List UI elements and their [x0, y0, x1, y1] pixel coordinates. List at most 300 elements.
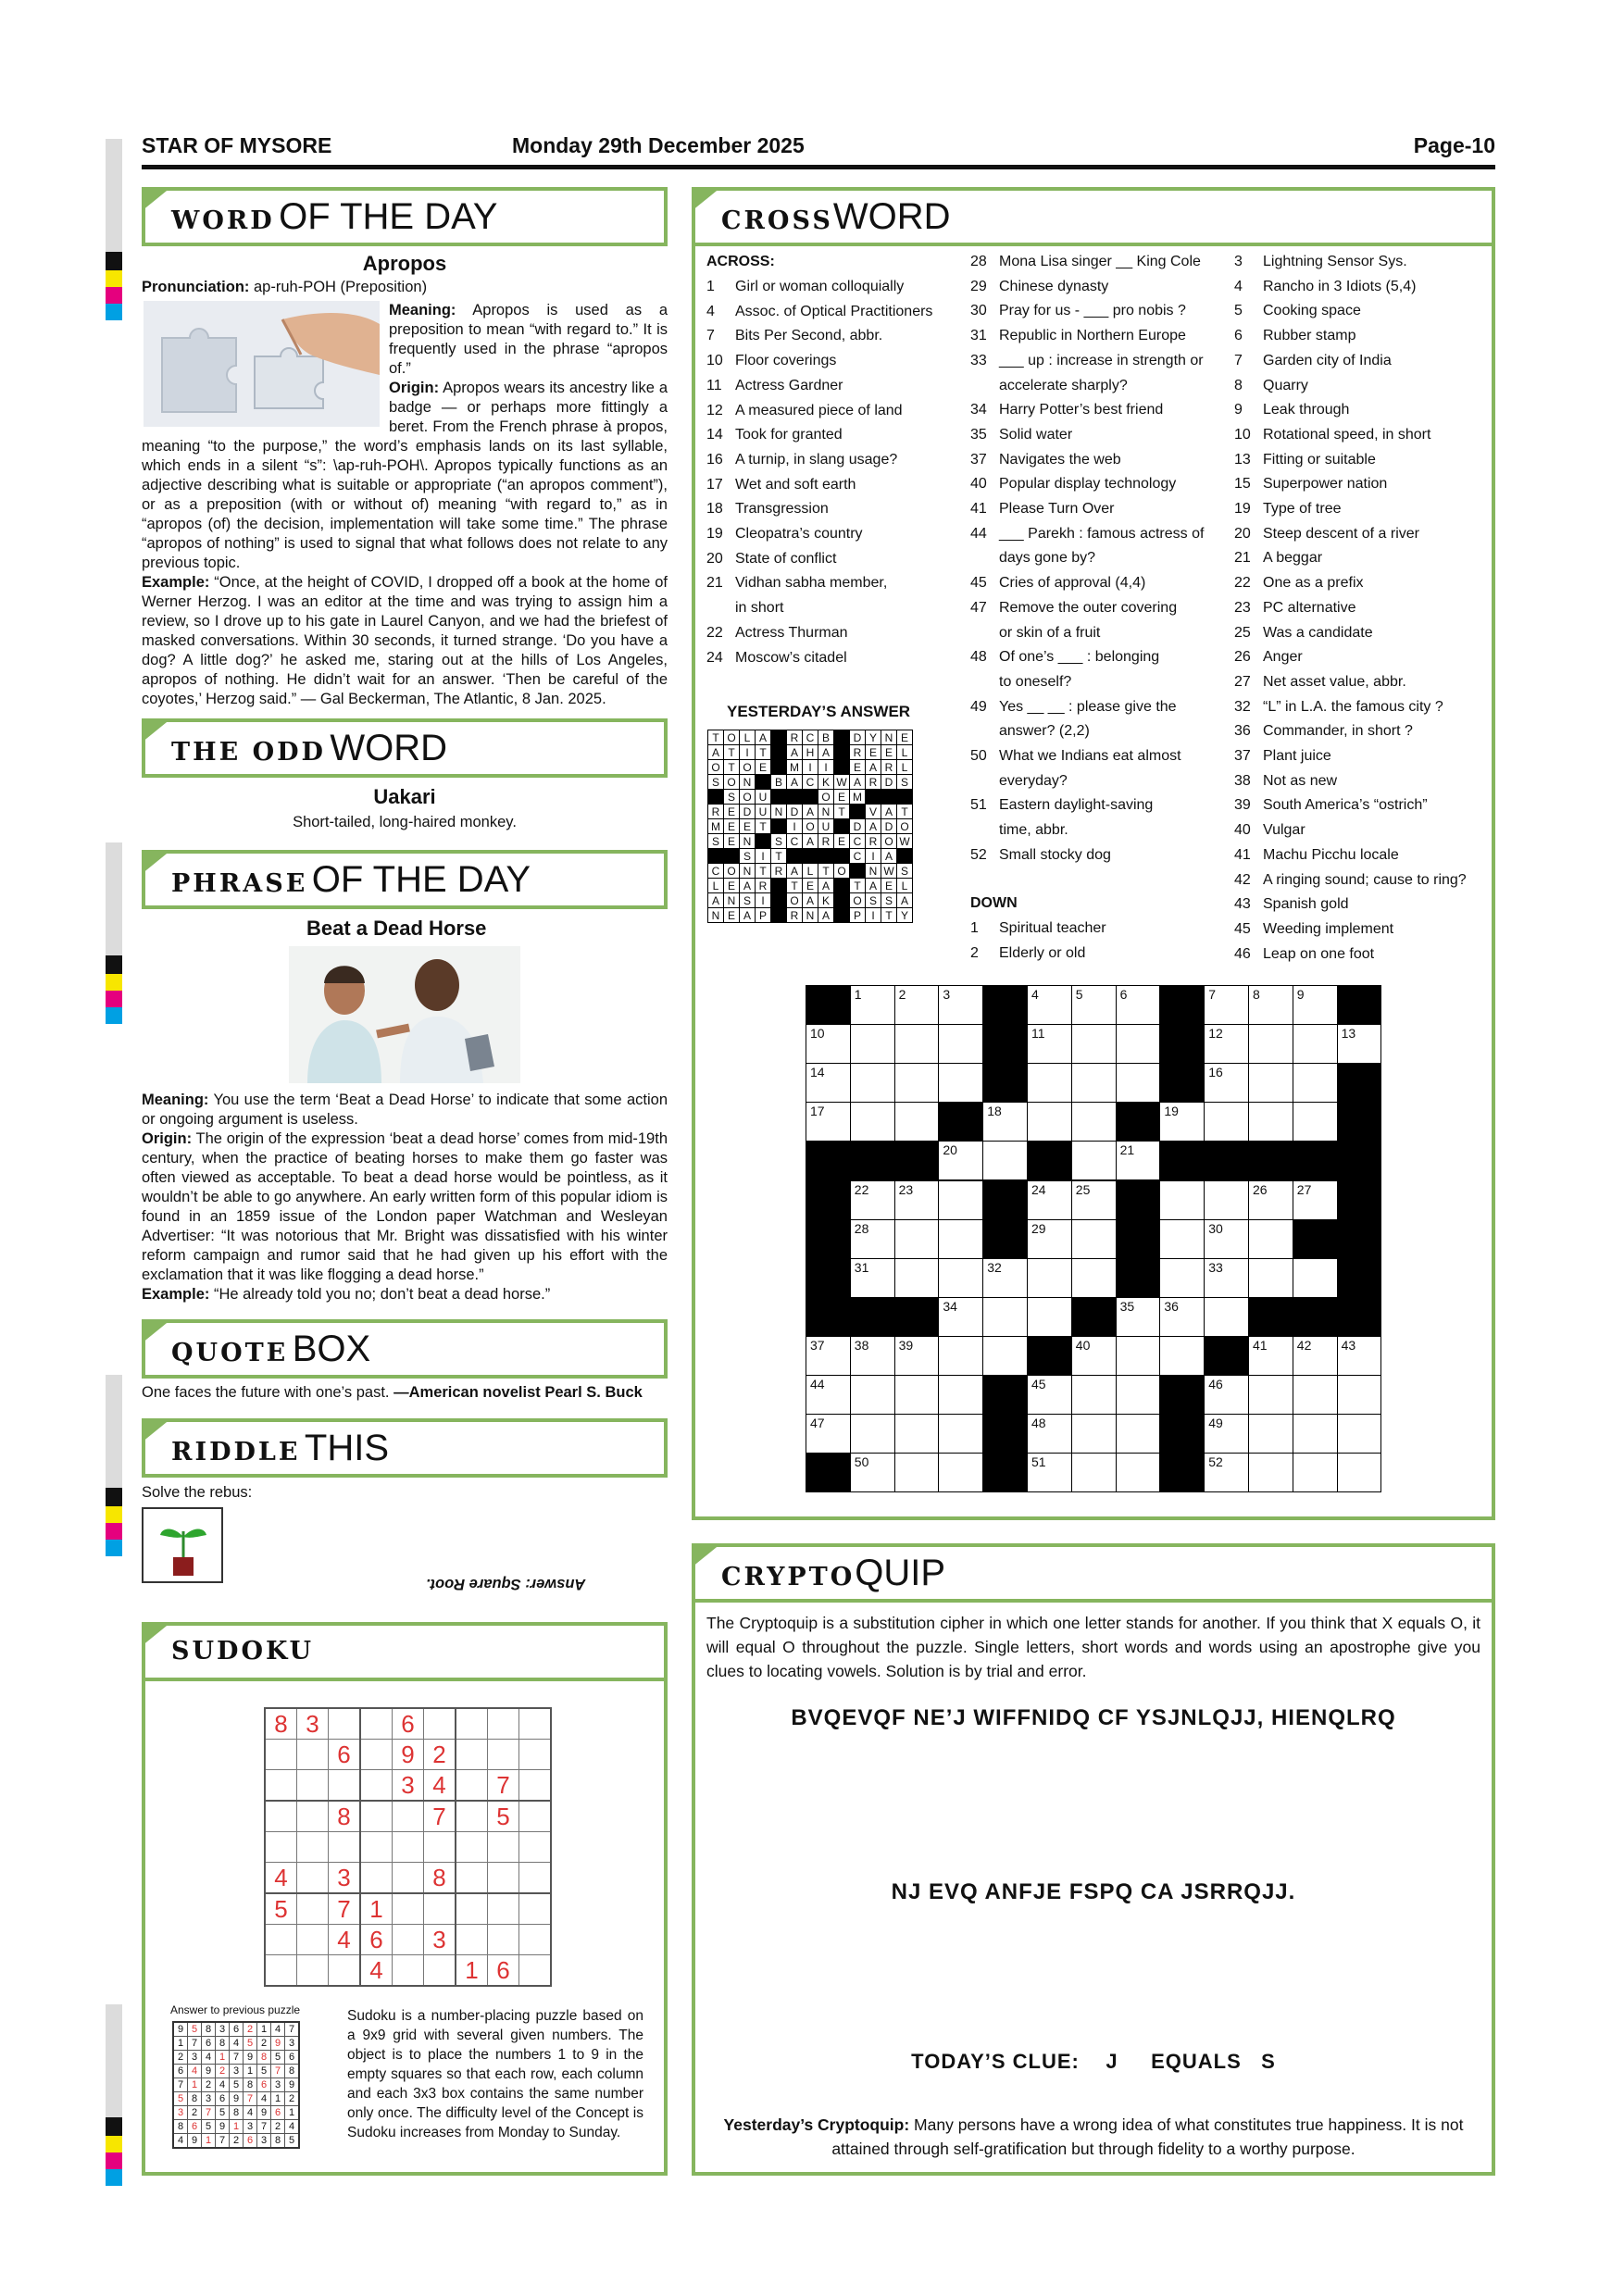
clue-item	[970, 744, 1220, 769]
corner-triangle	[142, 1622, 171, 1646]
crossword-cell[interactable]	[982, 1336, 1028, 1376]
color-swatch	[106, 1523, 122, 1540]
sudoku-header: SUDOKU	[142, 1622, 668, 1681]
yesterday-cryptoquip: Yesterday’s Cryptoquip: Many persons have a wrong idea of what constitutes true happiness. It is not attained through self-gratification but through fidelity to a worthy purpose.	[723, 2115, 1464, 2158]
sudoku-cell[interactable]	[297, 1893, 329, 1925]
color-swatch	[106, 2136, 122, 2152]
crossword-cell[interactable]	[1071, 1024, 1117, 1064]
clue-number: 40	[1234, 822, 1251, 839]
sudoku-cell[interactable]	[519, 1925, 552, 1955]
crossword-cell[interactable]	[982, 1297, 1028, 1337]
riddle-prompt: Solve the rebus:	[142, 1484, 253, 1501]
crossword-cell[interactable]	[938, 1180, 983, 1220]
clue-number: 49	[970, 698, 987, 715]
sudoku-cell[interactable]	[424, 1832, 456, 1863]
crossword-cell[interactable]	[1159, 1180, 1205, 1220]
sudoku-cell[interactable]	[519, 1863, 552, 1894]
sudoku-cell[interactable]	[456, 1893, 488, 1925]
answer-cell: I	[740, 745, 756, 760]
sudoku-cell[interactable]	[265, 1801, 297, 1832]
crossword-cell[interactable]	[1293, 1063, 1338, 1103]
sudoku-cell[interactable]	[360, 1863, 393, 1894]
crossword-cell[interactable]	[1116, 1063, 1161, 1103]
clue-item	[1234, 793, 1493, 818]
sudoku-cell[interactable]	[519, 1955, 552, 1987]
answer-cell: C	[803, 730, 818, 745]
cryptoquip-header: CRYPTOQUIP	[692, 1543, 1495, 1603]
sudoku-cell[interactable]	[424, 1708, 456, 1740]
crossword-cell[interactable]	[850, 1414, 895, 1454]
sudoku-cell[interactable]	[456, 1708, 488, 1740]
crossword-grid[interactable]	[806, 985, 1381, 1492]
clue-text: Chinese dynasty	[999, 278, 1109, 294]
crossword-cell[interactable]	[806, 1375, 851, 1415]
crossword-cell[interactable]	[1027, 1258, 1072, 1298]
crossword-cell[interactable]	[1027, 1063, 1072, 1103]
crossword-cell[interactable]	[1293, 1102, 1338, 1142]
clue-number: 34	[970, 402, 987, 418]
answer-cell	[834, 730, 850, 745]
crossword-cell[interactable]	[1027, 1219, 1072, 1259]
crossword-cell[interactable]	[806, 1024, 851, 1064]
sudoku-cell[interactable]	[360, 1801, 393, 1832]
crossword-cell[interactable]	[1248, 985, 1293, 1025]
crossword-block	[982, 1063, 1028, 1103]
crossword-cell[interactable]	[938, 1024, 983, 1064]
answer-cell: T	[771, 849, 787, 864]
sudoku-cell: 7	[488, 1770, 519, 1802]
sudoku-cell[interactable]	[424, 1955, 456, 1987]
sudoku-cell[interactable]	[488, 1708, 519, 1740]
crossword-cell[interactable]	[938, 1336, 983, 1376]
sudoku-cell[interactable]	[456, 1801, 488, 1832]
crossword-cell[interactable]	[1204, 985, 1249, 1025]
sudoku-cell[interactable]	[519, 1832, 552, 1863]
crossword-cell[interactable]	[1293, 1258, 1338, 1298]
crossword-cell[interactable]	[894, 1219, 940, 1259]
sudoku-cell: 4	[265, 1863, 297, 1894]
answer-cell: D	[850, 730, 866, 745]
crossword-cell[interactable]	[938, 1219, 983, 1259]
answer-cell: B	[771, 775, 787, 790]
crossword-cell[interactable]	[1204, 1024, 1249, 1064]
prev-sudoku-cell: 1	[257, 2022, 271, 2037]
crossword-cell[interactable]	[982, 1141, 1028, 1180]
crossword-cell[interactable]	[894, 1375, 940, 1415]
clue-number	[970, 818, 999, 843]
sudoku-cell[interactable]	[456, 1863, 488, 1894]
crossword-cell[interactable]	[1027, 1453, 1072, 1492]
answer-cell	[834, 760, 850, 775]
crossword-cell[interactable]	[1248, 1453, 1293, 1492]
prev-sudoku-cell: 8	[257, 2051, 271, 2065]
crossword-cell[interactable]	[1293, 1375, 1338, 1415]
crossword-cell[interactable]	[1159, 1102, 1205, 1142]
crossword-cell[interactable]	[1071, 1258, 1117, 1298]
sudoku-cell[interactable]	[297, 1770, 329, 1802]
crossword-cell[interactable]	[894, 1063, 940, 1103]
sudoku-cell[interactable]	[297, 1863, 329, 1894]
cell-number: 24	[1031, 1181, 1046, 1197]
clue-text: to oneself?	[999, 673, 1072, 690]
sudoku-cell: 1	[456, 1955, 488, 1987]
crossword-cell[interactable]	[1027, 1297, 1072, 1337]
sudoku-cell[interactable]	[297, 1832, 329, 1863]
sudoku-cell: 3	[424, 1925, 456, 1955]
crossword-cell[interactable]	[1204, 1414, 1249, 1454]
clue-text: Eastern daylight-saving	[999, 797, 1154, 814]
answer-cell: E	[740, 819, 756, 834]
clue-number: 12	[706, 402, 723, 418]
crossword-cell[interactable]	[850, 1180, 895, 1220]
crossword-cell[interactable]	[894, 1258, 940, 1298]
clue-text: Spanish gold	[1263, 896, 1349, 913]
cell-number: 40	[1075, 1337, 1091, 1353]
answer-cell: A	[850, 775, 866, 790]
sudoku-cell[interactable]	[329, 1832, 361, 1863]
cell-number: 25	[1075, 1181, 1091, 1197]
crossword-cell[interactable]	[894, 1336, 940, 1376]
crossword-cell[interactable]	[1337, 1453, 1382, 1492]
crossword-cell[interactable]	[1248, 1336, 1293, 1376]
clue-item	[706, 571, 966, 596]
answer-cell: E	[724, 834, 740, 849]
cell-number: 1	[854, 987, 862, 1002]
sudoku-cell[interactable]	[456, 1832, 488, 1863]
sudoku-cell[interactable]	[393, 1955, 424, 1987]
prev-sudoku-cell: 8	[173, 2120, 188, 2134]
crossword-cell[interactable]	[850, 1102, 895, 1142]
crossword-cell[interactable]	[1337, 1375, 1382, 1415]
word-pronunciation: Pronunciation: ap-ruh-POH (Preposition)	[142, 279, 428, 295]
clue-text: Lightning Sensor Sys.	[1263, 254, 1407, 269]
crossword-cell[interactable]	[1204, 1219, 1249, 1259]
crossword-cell[interactable]	[1204, 1258, 1249, 1298]
sudoku-grid[interactable]	[264, 1707, 552, 1987]
crossword-cell[interactable]	[1116, 1141, 1161, 1180]
crossword-cell[interactable]	[1071, 985, 1117, 1025]
answer-cell: D	[881, 819, 897, 834]
sudoku-cell[interactable]	[297, 1925, 329, 1955]
sudoku-cell[interactable]	[456, 1770, 488, 1802]
crossword-cell[interactable]	[894, 985, 940, 1025]
clue-item	[1234, 670, 1493, 695]
crossword-cell[interactable]	[1071, 1414, 1117, 1454]
crossword-cell[interactable]	[1071, 1063, 1117, 1103]
answer-cell: A	[740, 879, 756, 893]
sudoku-cell[interactable]	[393, 1801, 424, 1832]
crossword-cell[interactable]	[1293, 985, 1338, 1025]
prev-sudoku-cell: 4	[285, 2120, 300, 2134]
clue-item	[970, 719, 1220, 744]
crossword-cell[interactable]	[1337, 1024, 1382, 1064]
crossword-cell[interactable]	[1027, 1375, 1072, 1415]
prev-sudoku-cell: 6	[188, 2120, 202, 2134]
sudoku-cell[interactable]	[519, 1770, 552, 1802]
sudoku-cell[interactable]	[519, 1708, 552, 1740]
answer-cell: S	[740, 849, 756, 864]
crossword-cell[interactable]	[1116, 985, 1161, 1025]
crossword-cell[interactable]	[1248, 1414, 1293, 1454]
clue-item	[706, 596, 966, 621]
color-swatch	[106, 287, 122, 304]
sudoku-cell[interactable]	[456, 1740, 488, 1770]
crossword-cell[interactable]	[938, 1297, 983, 1337]
sudoku-cell[interactable]	[265, 1832, 297, 1863]
sudoku-cell[interactable]	[519, 1893, 552, 1925]
crossword-cell[interactable]	[1293, 1336, 1338, 1376]
clue-text: Moscow’s citadel	[735, 649, 847, 666]
sudoku-cell[interactable]	[360, 1708, 393, 1740]
cell-number: 41	[1253, 1337, 1268, 1353]
sudoku-cell[interactable]	[488, 1832, 519, 1863]
sudoku-cell[interactable]	[488, 1893, 519, 1925]
sudoku-cell[interactable]	[360, 1832, 393, 1863]
sudoku-cell[interactable]	[329, 1770, 361, 1802]
crossword-cell[interactable]	[1027, 1180, 1072, 1220]
crossword-cell[interactable]	[806, 1414, 851, 1454]
crossword-cell[interactable]	[1293, 1024, 1338, 1064]
prev-sudoku-cell: 2	[202, 2078, 216, 2092]
clue-item	[1234, 522, 1493, 547]
clue-item	[970, 571, 1220, 596]
crossword-cell[interactable]	[1116, 1336, 1161, 1376]
clue-number	[706, 596, 735, 621]
answer-cell: O	[740, 760, 756, 775]
cryptoquip-clue: TODAY’S CLUE: J EQUALS S	[911, 2050, 1276, 2073]
crossword-cell[interactable]	[1293, 1414, 1338, 1454]
crossword-cell[interactable]	[1293, 1453, 1338, 1492]
crossword-cell[interactable]	[1116, 1024, 1161, 1064]
sudoku-cell[interactable]	[488, 1863, 519, 1894]
crossword-cell[interactable]	[1293, 1180, 1338, 1220]
crossword-block	[1204, 1141, 1249, 1180]
clue-number: 7	[706, 328, 715, 344]
sudoku-cell[interactable]	[265, 1955, 297, 1987]
crossword-cell[interactable]	[1116, 1375, 1161, 1415]
clue-number: 20	[1234, 525, 1251, 542]
crossword-cell[interactable]	[1337, 1414, 1382, 1454]
crossword-cell[interactable]	[1116, 1453, 1161, 1492]
crossword-cell[interactable]	[1204, 1297, 1249, 1337]
answer-cell: U	[818, 819, 834, 834]
prev-sudoku-cell: 1	[202, 2134, 216, 2149]
sudoku-cell[interactable]	[393, 1863, 424, 1894]
crossword-cell[interactable]	[1071, 1453, 1117, 1492]
crossword-cell[interactable]	[1071, 1336, 1117, 1376]
sudoku-cell[interactable]	[297, 1955, 329, 1987]
crossword-cell[interactable]	[1071, 1375, 1117, 1415]
clue-text: Rancho in 3 Idiots (5,4)	[1263, 278, 1417, 294]
answer-cell: A	[803, 805, 818, 819]
cell-number: 2	[898, 987, 906, 1002]
crossword-cell[interactable]	[1071, 1180, 1117, 1220]
crossword-cell[interactable]	[1204, 1453, 1249, 1492]
prev-sudoku-cell: 9	[202, 2065, 216, 2078]
clue-text: South America’s “ostrich”	[1263, 797, 1428, 814]
answer-cell: A	[756, 730, 771, 745]
crossword-cell[interactable]	[894, 1180, 940, 1220]
prev-sudoku-cell: 8	[271, 2134, 285, 2149]
crossword-cell[interactable]	[938, 1258, 983, 1298]
prev-sudoku-cell: 1	[285, 2106, 300, 2120]
crossword-cell[interactable]	[1116, 1297, 1161, 1337]
clue-number: 6	[1234, 328, 1243, 344]
sudoku-cell[interactable]	[265, 1925, 297, 1955]
clue-number: 8	[1234, 377, 1243, 393]
crossword-cell[interactable]	[1248, 1024, 1293, 1064]
sudoku-cell: 4	[329, 1925, 361, 1955]
clue-text: Cries of approval (4,4)	[999, 575, 1146, 592]
crossword-block	[982, 985, 1028, 1025]
sudoku-cell[interactable]	[297, 1740, 329, 1770]
sudoku-cell[interactable]	[488, 1925, 519, 1955]
answer-cell: R	[866, 834, 881, 849]
crossword-cell[interactable]	[1204, 1063, 1249, 1103]
clue-number: 50	[970, 748, 987, 765]
sudoku-cell[interactable]	[265, 1740, 297, 1770]
crossword-cell[interactable]	[1071, 1219, 1117, 1259]
crossword-cell[interactable]	[850, 1258, 895, 1298]
clue-number: 15	[1234, 476, 1251, 493]
answer-cell	[834, 879, 850, 893]
answer-cell	[881, 790, 897, 805]
crossword-cell[interactable]	[850, 1063, 895, 1103]
crossword-cell[interactable]	[1071, 1102, 1117, 1142]
crossword-cell[interactable]	[938, 1375, 983, 1415]
sudoku-cell[interactable]	[329, 1708, 361, 1740]
crossword-cell[interactable]	[1159, 1258, 1205, 1298]
cell-number: 21	[1119, 1142, 1135, 1158]
crossword-cell[interactable]	[806, 1063, 851, 1103]
crossword-cell[interactable]	[850, 1219, 895, 1259]
answer-cell	[756, 834, 771, 849]
prev-sudoku-cell: 6	[271, 2106, 285, 2120]
crossword-cell[interactable]	[1027, 1102, 1072, 1142]
clue-number: 7	[1234, 352, 1243, 368]
crossword-cell[interactable]	[850, 1024, 895, 1064]
crossword-cell[interactable]	[1248, 1063, 1293, 1103]
sudoku-cell[interactable]	[297, 1801, 329, 1832]
clue-item	[706, 473, 966, 498]
cell-number: 13	[1341, 1026, 1356, 1042]
crossword-cell[interactable]	[806, 1336, 851, 1376]
crossword-cell[interactable]	[894, 1414, 940, 1454]
crossword-cell[interactable]	[1027, 1414, 1072, 1454]
sudoku-cell[interactable]	[265, 1770, 297, 1802]
clue-item	[970, 423, 1220, 448]
page-number: Page-10	[1413, 133, 1495, 157]
clue-text: One as a prefix	[1263, 575, 1364, 592]
sudoku-cell[interactable]	[393, 1925, 424, 1955]
crossword-cell[interactable]	[938, 985, 983, 1025]
sudoku-cell[interactable]	[393, 1893, 424, 1925]
crossword-cell[interactable]	[938, 1453, 983, 1492]
answer-cell	[771, 730, 787, 745]
crossword-cell[interactable]	[1159, 1336, 1205, 1376]
prev-sudoku-cell: 6	[257, 2078, 271, 2092]
crossword-cell[interactable]	[894, 1024, 940, 1064]
crossword-cell[interactable]	[982, 1102, 1028, 1142]
sudoku-cell: 6	[360, 1925, 393, 1955]
crossword-cell[interactable]	[1116, 1414, 1161, 1454]
answer-cell: A	[866, 879, 881, 893]
clue-item	[970, 324, 1220, 349]
crossword-cell[interactable]	[938, 1141, 983, 1180]
crossword-cell[interactable]	[806, 1102, 851, 1142]
crossword-cell[interactable]	[1204, 1180, 1249, 1220]
sudoku-cell[interactable]	[488, 1740, 519, 1770]
crossword-cell[interactable]	[1248, 1102, 1293, 1142]
crossword-cell[interactable]	[1204, 1102, 1249, 1142]
sudoku-cell[interactable]	[360, 1770, 393, 1802]
crossword-cell[interactable]	[1027, 985, 1072, 1025]
clue-text: Remove the outer covering	[999, 599, 1178, 616]
word-meaning: Meaning: Apropos is used as a preposition to mean “with regard to.” It is frequently used in the phrase “apropos of.”	[389, 302, 668, 377]
clue-text: ___ up : increase in strength or	[999, 352, 1204, 368]
prev-sudoku-cell: 6	[173, 2065, 188, 2078]
sudoku-cell[interactable]	[329, 1955, 361, 1987]
clue-item	[1234, 448, 1493, 473]
crossword-cell[interactable]	[850, 1375, 895, 1415]
clue-item	[970, 299, 1220, 324]
clue-text: Commander, in short ?	[1263, 723, 1413, 740]
clue-number: 37	[1234, 748, 1251, 765]
clue-text: everyday?	[999, 772, 1068, 789]
crossword-cell[interactable]	[982, 1258, 1028, 1298]
answer-cell: A	[866, 819, 881, 834]
crossword-cell[interactable]	[1248, 1258, 1293, 1298]
crossword-cell[interactable]	[1204, 1375, 1249, 1415]
corner-triangle	[692, 187, 721, 211]
prev-sudoku-cell: 6	[285, 2051, 300, 2065]
crossword-cell[interactable]	[1027, 1024, 1072, 1064]
crossword-cell[interactable]	[938, 1414, 983, 1454]
crossword-cell[interactable]	[938, 1063, 983, 1103]
sudoku-cell[interactable]	[519, 1740, 552, 1770]
sudoku-cell[interactable]	[424, 1893, 456, 1925]
clue-number: 3	[1234, 254, 1243, 269]
crossword-cell[interactable]	[850, 1336, 895, 1376]
crossword-cell[interactable]	[1159, 1219, 1205, 1259]
prev-sudoku-cell: 1	[271, 2092, 285, 2106]
crossword-cell[interactable]	[850, 1453, 895, 1492]
crossword-cell[interactable]	[1248, 1219, 1293, 1259]
prev-sudoku-cell: 9	[271, 2037, 285, 2051]
cell-number: 38	[854, 1337, 869, 1353]
crossword-cell[interactable]	[1248, 1180, 1293, 1220]
clue-number: 31	[970, 328, 987, 344]
crossword-cell[interactable]	[850, 985, 895, 1025]
crossword-cell[interactable]	[1337, 1336, 1382, 1376]
crossword-cell[interactable]	[1248, 1375, 1293, 1415]
crossword-cell[interactable]	[1159, 1297, 1205, 1337]
sudoku-cell[interactable]	[360, 1740, 393, 1770]
crossword-cell[interactable]	[1071, 1141, 1117, 1180]
answer-cell: E	[724, 879, 740, 893]
cell-number: 52	[1208, 1454, 1223, 1470]
cell-number: 48	[1031, 1416, 1046, 1431]
sudoku-cell[interactable]	[519, 1801, 552, 1832]
sudoku-cell[interactable]	[393, 1832, 424, 1863]
answer-cell: R	[818, 834, 834, 849]
prev-sudoku-cell: 5	[202, 2120, 216, 2134]
prev-sudoku-cell: 2	[285, 2092, 300, 2106]
crossword-cell[interactable]	[894, 1453, 940, 1492]
sudoku-cell[interactable]	[456, 1925, 488, 1955]
crossword-cell[interactable]	[894, 1102, 940, 1142]
answer-cell: O	[897, 819, 913, 834]
